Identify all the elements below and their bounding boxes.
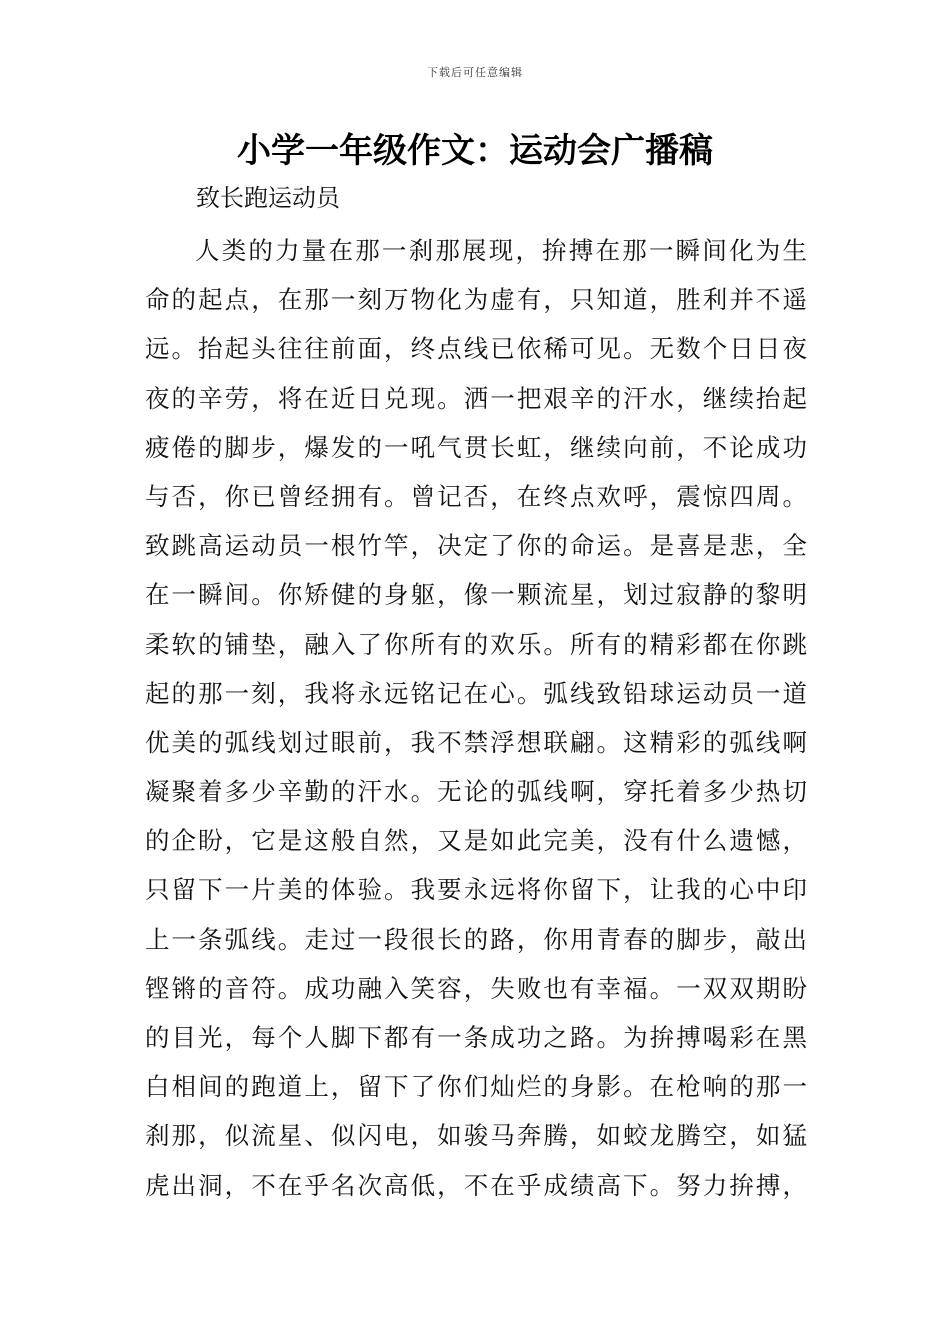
body-line: 命的起点，在那一刻万物化为虚有，只知道，胜利并不遥 bbox=[145, 285, 807, 315]
body-line: 铿锵的音符。成功融入笑容，失败也有幸福。一双双期盼 bbox=[145, 973, 807, 1003]
body-line: 致跳高运动员一根竹竿，决定了你的命运。是喜是悲，全 bbox=[145, 531, 807, 561]
body-line: 优美的弧线划过眼前，我不禁浮想联翩。这精彩的弧线啊 bbox=[145, 727, 807, 757]
body-line: 在一瞬间。你矫健的身躯，像一颗流星，划过寂静的黎明 bbox=[145, 580, 807, 610]
body-line: 白相间的跑道上，留下了你们灿烂的身影。在枪响的那一 bbox=[145, 1072, 807, 1102]
body-line: 夜的辛劳，将在近日兑现。洒一把艰辛的汗水，继续抬起 bbox=[145, 383, 807, 413]
body-line: 只留下一片美的体验。我要永远将你留下，让我的心中印 bbox=[145, 875, 807, 905]
body-line: 柔软的铺垫，融入了你所有的欢乐。所有的精彩都在你跳 bbox=[145, 629, 807, 659]
body-line: 的企盼，它是这般自然，又是如此完美，没有什么遗憾， bbox=[145, 826, 807, 856]
body-line: 虎出洞，不在乎名次高低，不在乎成绩高下。努力拚搏， bbox=[145, 1170, 807, 1200]
body-line: 凝聚着多少辛勤的汗水。无论的弧线啊，穿托着多少热切 bbox=[145, 777, 807, 807]
body-line: 刹那，似流星、似闪电，如骏马奔腾，如蛟龙腾空，如猛 bbox=[145, 1121, 807, 1151]
body-line: 与否，你已曾经拥有。曾记否，在终点欢呼，震惊四周。 bbox=[145, 481, 807, 511]
body-line: 疲倦的脚步，爆发的一吼气贯长虹，继续向前，不论成功 bbox=[145, 432, 807, 462]
body-line: 人类的力量在那一刹那展现，拚搏在那一瞬间化为生 bbox=[195, 236, 807, 265]
document-subtitle: 致长跑运动员 bbox=[196, 184, 340, 212]
body-line: 上一条弧线。走过一段很长的路，你用青春的脚步，敲出 bbox=[145, 924, 807, 954]
header-note: 下载后可任意编辑 bbox=[427, 66, 523, 79]
body-line: 远。抬起头往往前面，终点线已依稀可见。无数个日日夜 bbox=[145, 334, 807, 364]
body-line: 的目光，每个人脚下都有一条成功之路。为拚搏喝彩在黑 bbox=[145, 1023, 807, 1052]
body-line: 起的那一刻，我将永远铭记在心。弧线致铅球运动员一道 bbox=[145, 678, 807, 708]
document-body bbox=[145, 226, 807, 1210]
document-title: 小学一年级作文：运动会广播稿 bbox=[237, 131, 713, 171]
